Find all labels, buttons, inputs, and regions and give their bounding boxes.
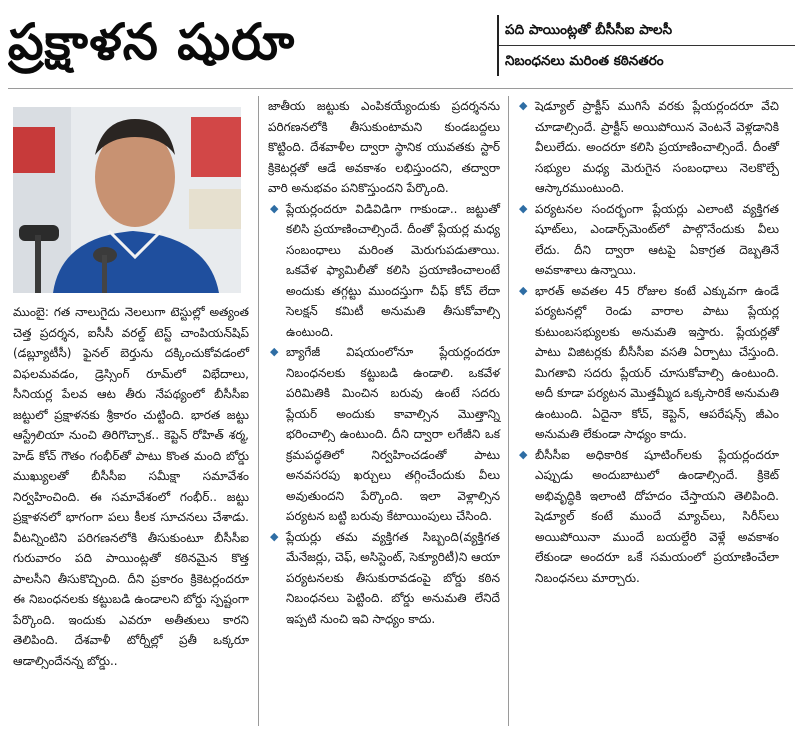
bullet-point bbox=[517, 96, 779, 199]
bullet-point bbox=[268, 199, 500, 343]
bullet-point bbox=[268, 342, 500, 527]
bullet-point bbox=[517, 199, 779, 281]
lead-paragraph: ముంబై: గత నాలుగైదు నెలలుగా టెస్టుల్లో అత్యంత చెత్త ప్రదర్శన, ఐసీసీ వరల్డ్ టెస్ట్ చాంపియన్‌షిప్ (డబ్ల్యూటీసీ) ఫైనల్ బెర్తును దక్కించుకోవడంలో విఫలమవడం, డ్రెస్సింగ్ రూమ్‌లో విభేదాలు, సీనియర్ల పేలవ ఆట తీరు నేపథ్యంలో బీసీసీఐ జట్టులో ప్రక్షాళనకు శ్రీకారం చుట్టింది. భారత జట్టు ఆస్ట్రేలియా నుంచి తిరిగొచ్చాక.. కెప్టెన్ రోహిత్ శర్మ, హెడ్ కోచ్ గౌతం గంభీర్‌తో పాటు కొంత మంది బోర్డు ముఖ్యులతో బీసీసీఐ సమీక్షా సమావేశం నిర్వహించింది. ఈ సమావేశంలో గంభీర్.. జట్టు ప్రక్షాళనలో భాగంగా పలు కీలక సూచనలు చేశాడు. వీటన్నింటిని పరిగణనలోకి తీసుకుంటూ బీసీసీఐ గురువారం పది పాయింట్లతో కఠినమైన కొత్త పాలసీని తీసుకొచ్చింది. దీని ప్రకారం క్రికెటర్లందరూ ఈ నిబంధనలకు కట్టుబడి ఉండాలని బోర్డు స్పష్టంగా పేర్కొంది. ఇందుకు ఎవరూ అతీతులు కారని తెలిపింది. దేశవాళీ టోర్నీల్లో ప్రతీ ఒక్కరూ ఆడాల్సిందేనన్న బోర్డు.. bbox=[13, 305, 249, 668]
article-column-3 bbox=[517, 96, 779, 588]
column-divider-1 bbox=[258, 96, 259, 726]
subheadline-box bbox=[497, 15, 795, 76]
article-column-1 bbox=[13, 302, 249, 671]
diamond-bullet-icon: ◆ bbox=[519, 201, 528, 215]
bullet-text: బ్యాగేజీ విషయంలోనూ ప్లేయర్లందరూ నిబంధనలకు కట్టుబడి ఉండాలి. ఒకవేళ పరిమితికి మించిన బరువు ఉంటే సదరు ప్లేయర్ అందుకు కావాల్సిన మొత్తాన్ని భరించాల్సి ఉంటుంది. దీని ద్వారా లగేజీని ఒక క్రమపద్ధతిలో నిర్వహించడంతో పాటు అనవసరపు ఖర్చులు తగ్గించేందుకు వీలు అవుతుందని పేర్కొంది. ఇలా వెళ్లాల్సిన పర్యటన బట్టి బరువు కేటాయింపులు చేసింది. bbox=[286, 345, 500, 523]
diamond-bullet-icon: ◆ bbox=[270, 201, 279, 215]
diamond-bullet-icon: ◆ bbox=[519, 283, 528, 297]
column-divider-2 bbox=[508, 96, 509, 726]
bullet-text: షెడ్యూల్ ప్రాక్టీస్ ముగిసే వరకు ప్లేయర్లందరూ వేచి చూడాల్సిందే. ప్రాక్టీస్ అయిపోయిన వెంటనే వెళ్లడానికి వీలులేదు. అందరూ కలిసి ప్రయాణించాల్సిందే. దీంతో సభ్యుల మధ్య మెరుగైన సంబంధాలు నెలకొల్పే ఆస్కారముంటుంది. bbox=[535, 99, 779, 195]
diamond-bullet-icon: ◆ bbox=[519, 447, 528, 461]
bullet-text: బీసీసీఐ అధికారిక షూటింగ్‌లకు ప్లేయర్లందరూ ఎప్పుడు అందుబాటులో ఉండాల్సిందే. క్రికెట్ అభివృద్ధికి ఇలాంటి దోహదం చేస్తాయని తెలిపింది. షెడ్యూల్ కంటే ముందే మ్యాచ్‌లు, సిరీస్‌లు అయిపోయినా ముందే బయల్దేరి వెళ్లే అవకాశం లేకుండా అందరూ ఒకే సమయంలో ప్రయాణించేలా నిబంధనలు మార్చారు. bbox=[535, 447, 779, 585]
header-divider bbox=[8, 88, 793, 89]
bullet-point bbox=[517, 281, 779, 445]
bullet-point bbox=[268, 527, 500, 630]
diamond-bullet-icon: ◆ bbox=[270, 529, 279, 543]
bullet-text: భారత్ అవతల 45 రోజుల కంటే ఎక్కువగా ఉండే పర్యటనల్లో రెండు వారాల పాటు ప్లేయర్ల కుటుంబసభ్యులకు అనుమతి ఇస్తారు. ప్లేయర్లతో పాటు విజిటర్లకు బీసీసీఐ వసతి ఏర్పాటు చేస్తుంది. మిగతావి సదరు ప్లేయర్ చూసుకోవాల్సి ఉంటుంది. అదీ కూడా పర్యటన మొత్తమ్మీద ఒక్కసారికే అనుమతి ఉంటుంది. ఏదైనా కోచ్, కెప్టెన్, ఆపరేషన్స్ జీఎం అనుమతి లేకుండా సాధ్యం కాదు. bbox=[535, 283, 779, 441]
paragraph: జాతీయ జట్టుకు ఎంపికయ్యేందుకు ప్రదర్శనను పరిగణనలోకి తీసుకుంటామని కుండబద్దలు కొట్టింది. దేశవాళీల ద్వారా స్థానిక యువతకు స్టార్ క్రికెటర్లతో ఆడే అవకాశం లభిస్తుందని, తద్వారా వారి అనుభవం పనికొస్తుందని పేర్కొంది. bbox=[268, 99, 500, 195]
bullet-point bbox=[517, 445, 779, 589]
person-photo-icon bbox=[13, 107, 241, 293]
article-column-2 bbox=[268, 96, 500, 629]
subheadline-2: నిబంధనలు మరింత కఠినతరం bbox=[499, 45, 795, 76]
diamond-bullet-icon: ◆ bbox=[270, 345, 279, 358]
diamond-bullet-icon: ◆ bbox=[519, 99, 528, 112]
bullet-text: ప్లేయర్లు తమ వ్యక్తిగత సిబ్బంది(వ్యక్తిగత మేనేజర్లు, చెఫ్, అసిస్టెంట్, సెక్యూరిటీ)ని ఆయా పర్యటనలకు తీసుకురావడంపై బోర్డు కఠిన నిబంధనలు పెట్టింది. బోర్డు అనుమతి లేనిదే ఇప్పటి నుంచి ఇవి సాధ్యం కాదు. bbox=[286, 529, 500, 626]
subheadline-1: పది పాయింట్లతో బీసీసీఐ పాలసీ bbox=[505, 22, 673, 38]
headline: ప్రక్షాళన షురూ bbox=[8, 13, 296, 71]
person-photo bbox=[13, 107, 241, 293]
bullet-text: ప్లేయర్లందరూ విడివిడిగా గాకుండా.. జట్టుతో కలిసి ప్రయాణించాల్సిందే. దీంతో ప్లేయర్ల మధ్య సంబంధాలు మరింత మెరుగుపడుతాయి. ఒకవేళ ఫ్యామిలీతో కలిసి ప్రయాణించాలంటే అందుకు తగ్గట్టు ముందస్తుగా చీఫ్ కోచ్ లేదా సెలక్షన్ కమిటీ అనుమతి తీసుకోవాల్సి ఉంటుంది. bbox=[286, 201, 500, 339]
bullet-text: పర్యటనల సందర్భంగా ప్లేయర్లు ఎలాంటి వ్యక్తిగత షూట్‌లు, ఎండార్స్‌మెంట్‌లో పాల్గొనేందుకు వీలు లేదు. దీని ద్వారా ఆటపై ఏకాగ్రత దెబ్బతినే అవకాశాలు ఉన్నాయి. bbox=[535, 201, 779, 277]
